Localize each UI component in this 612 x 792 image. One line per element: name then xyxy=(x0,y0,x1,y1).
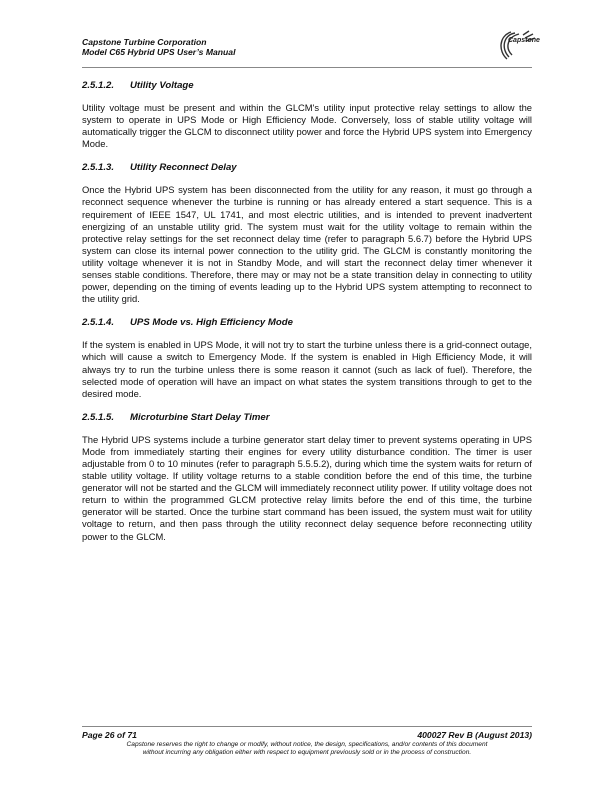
section-heading xyxy=(82,317,532,329)
manual-title: Model C65 Hybrid UPS User’s Manual xyxy=(82,47,236,57)
document-body xyxy=(82,80,532,555)
section-utility-reconnect-delay xyxy=(82,162,532,305)
section-title: UPS Mode vs. High Efficiency Mode xyxy=(130,317,293,329)
disclaimer-line: Capstone reserves the right to change or modify, without notice, the design, specifications, and/or contents of this document xyxy=(126,741,488,748)
section-heading xyxy=(82,412,532,424)
section-number: 2.5.1.5. xyxy=(82,411,115,423)
capstone-logo xyxy=(495,29,539,63)
header-divider xyxy=(82,67,532,68)
disclaimer-line: without incurring any obligation either with respect to equipment previously sold or in the process of construction. xyxy=(142,749,472,757)
section-ups-vs-high-efficiency xyxy=(82,317,532,399)
section-title: Utility Reconnect Delay xyxy=(130,162,237,174)
section-title: Utility Voltage xyxy=(130,80,194,91)
section-paragraph: Once the Hybrid UPS system has been disconnected from the utility for any reason, it must go through a reconnect sequence whenever the turbine is running or has already entered a start sequence. This is a requirement of IEEE 1547, UL 1741, and most electric utilities, and is intended to prevent inadvertent energizing of an unstable utility grid. The system must wait for the utility voltage to remain within the protective relay settings for the set reconnect delay time (refer to paragraph 5.6.7) before the Hybrid UPS system can close its internal power connection to the utility grid. The GLCM is constantly monitoring the utility voltage whenever it is not in Standby Mode, and will start the reconnect delay timer whenever it senses stable conditions. Therefore, there may or may not be a state transition delay in connecting to utility power, depending on the timing of events leading up to the Hybrid UPS system attempting to reconnect to the utility grid. xyxy=(82,184,532,305)
section-utility-voltage xyxy=(82,80,532,150)
section-paragraph: If the system is enabled in UPS Mode, it will not try to start the turbine unless there is a grid-connect outage, which will cause a switch to Emergency Mode. If the system is enabled in High Efficiency Mode, it will always try to run the turbine unless there is some reason it cannot (such as lack of fuel). Therefore, the selected mode of operation will have an impact on what states the system transitions through to get to the desired mode. xyxy=(82,339,532,399)
logo-wordmark: Capstone xyxy=(508,37,540,44)
section-paragraph: Utility voltage must be present and within the GLCM's utility input protective relay settings to allow the system to operate in UPS Mode or High Efficiency Mode. Conversely, loss of stable utility voltage will automatically trigger the GLCM to disconnect utility power and force the Hybrid UPS system into Emergency Mode. xyxy=(82,102,532,150)
section-number: 2.5.1.3. xyxy=(82,162,115,174)
section-number: 2.5.1.2. xyxy=(82,80,115,91)
document-revision: 400027 Rev B (August 2013) xyxy=(417,730,532,740)
section-paragraph: The Hybrid UPS systems include a turbine generator start delay timer to prevent systems operating in UPS Mode from immediately starting their engines for every utility disturbance condition. The timer is user adjustable from 0 to 10 minutes (refer to paragraph 5.5.5.2), during which time the system waits for return of stable utility voltage. If utility voltage returns to a stable condition before the end of this time, the turbine generator will not be started and the GLCM will immediately reconnect utility power. If utility voltage does not return to within the programmed GLCM protective relay limits before the end of this time, the turbine generator will be started. Once the turbine start command has been issued, the system must wait for utility voltage to return, and then pass through the utility reconnect delay sequence before reconnecting utility power to the GLCM. xyxy=(82,433,532,542)
company-name: Capstone Turbine Corporation xyxy=(82,37,207,47)
section-number: 2.5.1.4. xyxy=(82,317,115,329)
footer-disclaimer xyxy=(82,741,532,758)
section-heading xyxy=(82,162,532,174)
page-number: Page 26 of 71 xyxy=(82,730,137,740)
section-heading xyxy=(82,80,532,92)
capstone-swirl-icon xyxy=(495,29,539,63)
section-title: Microturbine Start Delay Timer xyxy=(130,411,270,423)
page-header xyxy=(82,34,540,64)
section-microturbine-start-delay xyxy=(82,412,532,543)
footer-divider xyxy=(82,726,532,727)
